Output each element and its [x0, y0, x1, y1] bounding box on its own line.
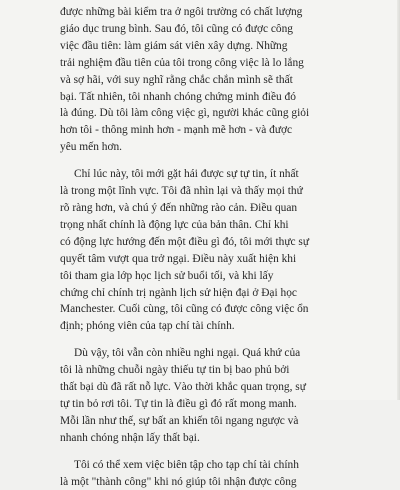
- text-line: việc đầu tiên: làm giám sát viên xây dựng. Những: [60, 39, 288, 52]
- paragraph: [60, 166, 342, 335]
- text-line: giáo dục trung bình. Sau đó, tôi cũng có được công: [60, 22, 294, 35]
- paragraph: [60, 457, 342, 490]
- text-line: bại. Tất nhiên, tôi nhanh chóng chứng minh điều đó: [60, 90, 296, 103]
- text-line: nhanh chóng nhận lấy thất bại.: [60, 431, 200, 444]
- text-line: là một "thành công" khi nó giúp tôi nhận được công: [60, 475, 297, 488]
- text-line: định; phóng viên của tạp chí tài chính.: [60, 320, 235, 333]
- text-line: Tôi có thể xem việc biên tập cho tạp chí tài chính: [74, 458, 299, 471]
- text-line: Dù vậy, tôi vẫn còn nhiều nghi ngại. Quá khứ của: [74, 347, 301, 360]
- text-line: trải nghiệm đầu tiên của tôi trong công việc là lo lắng: [60, 56, 304, 69]
- text-line: có động lực hướng đến một điều gì đó, tôi mới thực sự: [60, 235, 310, 248]
- text-line: quyết tâm vượt qua trở ngại. Điều này xuất hiện khi: [60, 252, 297, 265]
- text-line: là đúng. Dù tôi làm công việc gì, người khác cũng giỏi: [60, 107, 310, 120]
- text-line: yêu mến hơn.: [60, 141, 123, 154]
- text-line: trọng nhất chính là động lực của bản thân. Chỉ khi: [60, 218, 289, 231]
- text-line: Manchester. Cuối cùng, tôi cũng có được công việc ổn: [60, 303, 309, 316]
- paragraph: [60, 345, 342, 446]
- text-line: Mỗi lần như thế, sự bất an khiến tôi ngang ngược và: [60, 414, 299, 427]
- text-line: là trong một lĩnh vực. Tôi đã nhìn lại và thấy mọi thứ: [60, 185, 303, 198]
- text-line: chứng chỉ chính trị ngành lịch sử hiện đại ở Đại học: [60, 286, 297, 299]
- text-line: tôi tham gia lớp học lịch sử buổi tối, và khi lấy: [60, 269, 274, 282]
- text-line: và sợ hãi, với suy nghĩ rằng chắc chắn mình sẽ thất: [60, 73, 293, 86]
- paragraph: [60, 4, 342, 156]
- text-line: tự tin bỏ rơi tôi. Tự tin là điều gì đó rất mong manh.: [60, 397, 297, 410]
- text-line: rõ ràng hơn, và chú ý đến những rào cản. Điều quan: [60, 201, 298, 214]
- text-line: thất bại dù đã rất nỗ lực. Vào thời khắc quan trọng, sự: [60, 381, 306, 394]
- text-line: tôi là những chuỗi ngày thiếu tự tin bị bao phủ bởi: [60, 364, 290, 377]
- text-line: được những bài kiểm tra ở ngôi trường có chất lượng: [60, 6, 303, 18]
- text-line: hơn tôi - thông minh hơn - mạnh mẽ hơn - và được: [60, 124, 293, 137]
- body-text: [60, 4, 342, 490]
- text-line: Chỉ lúc này, tôi mới gặt hái được sự tự tin, ít nhất: [74, 168, 299, 181]
